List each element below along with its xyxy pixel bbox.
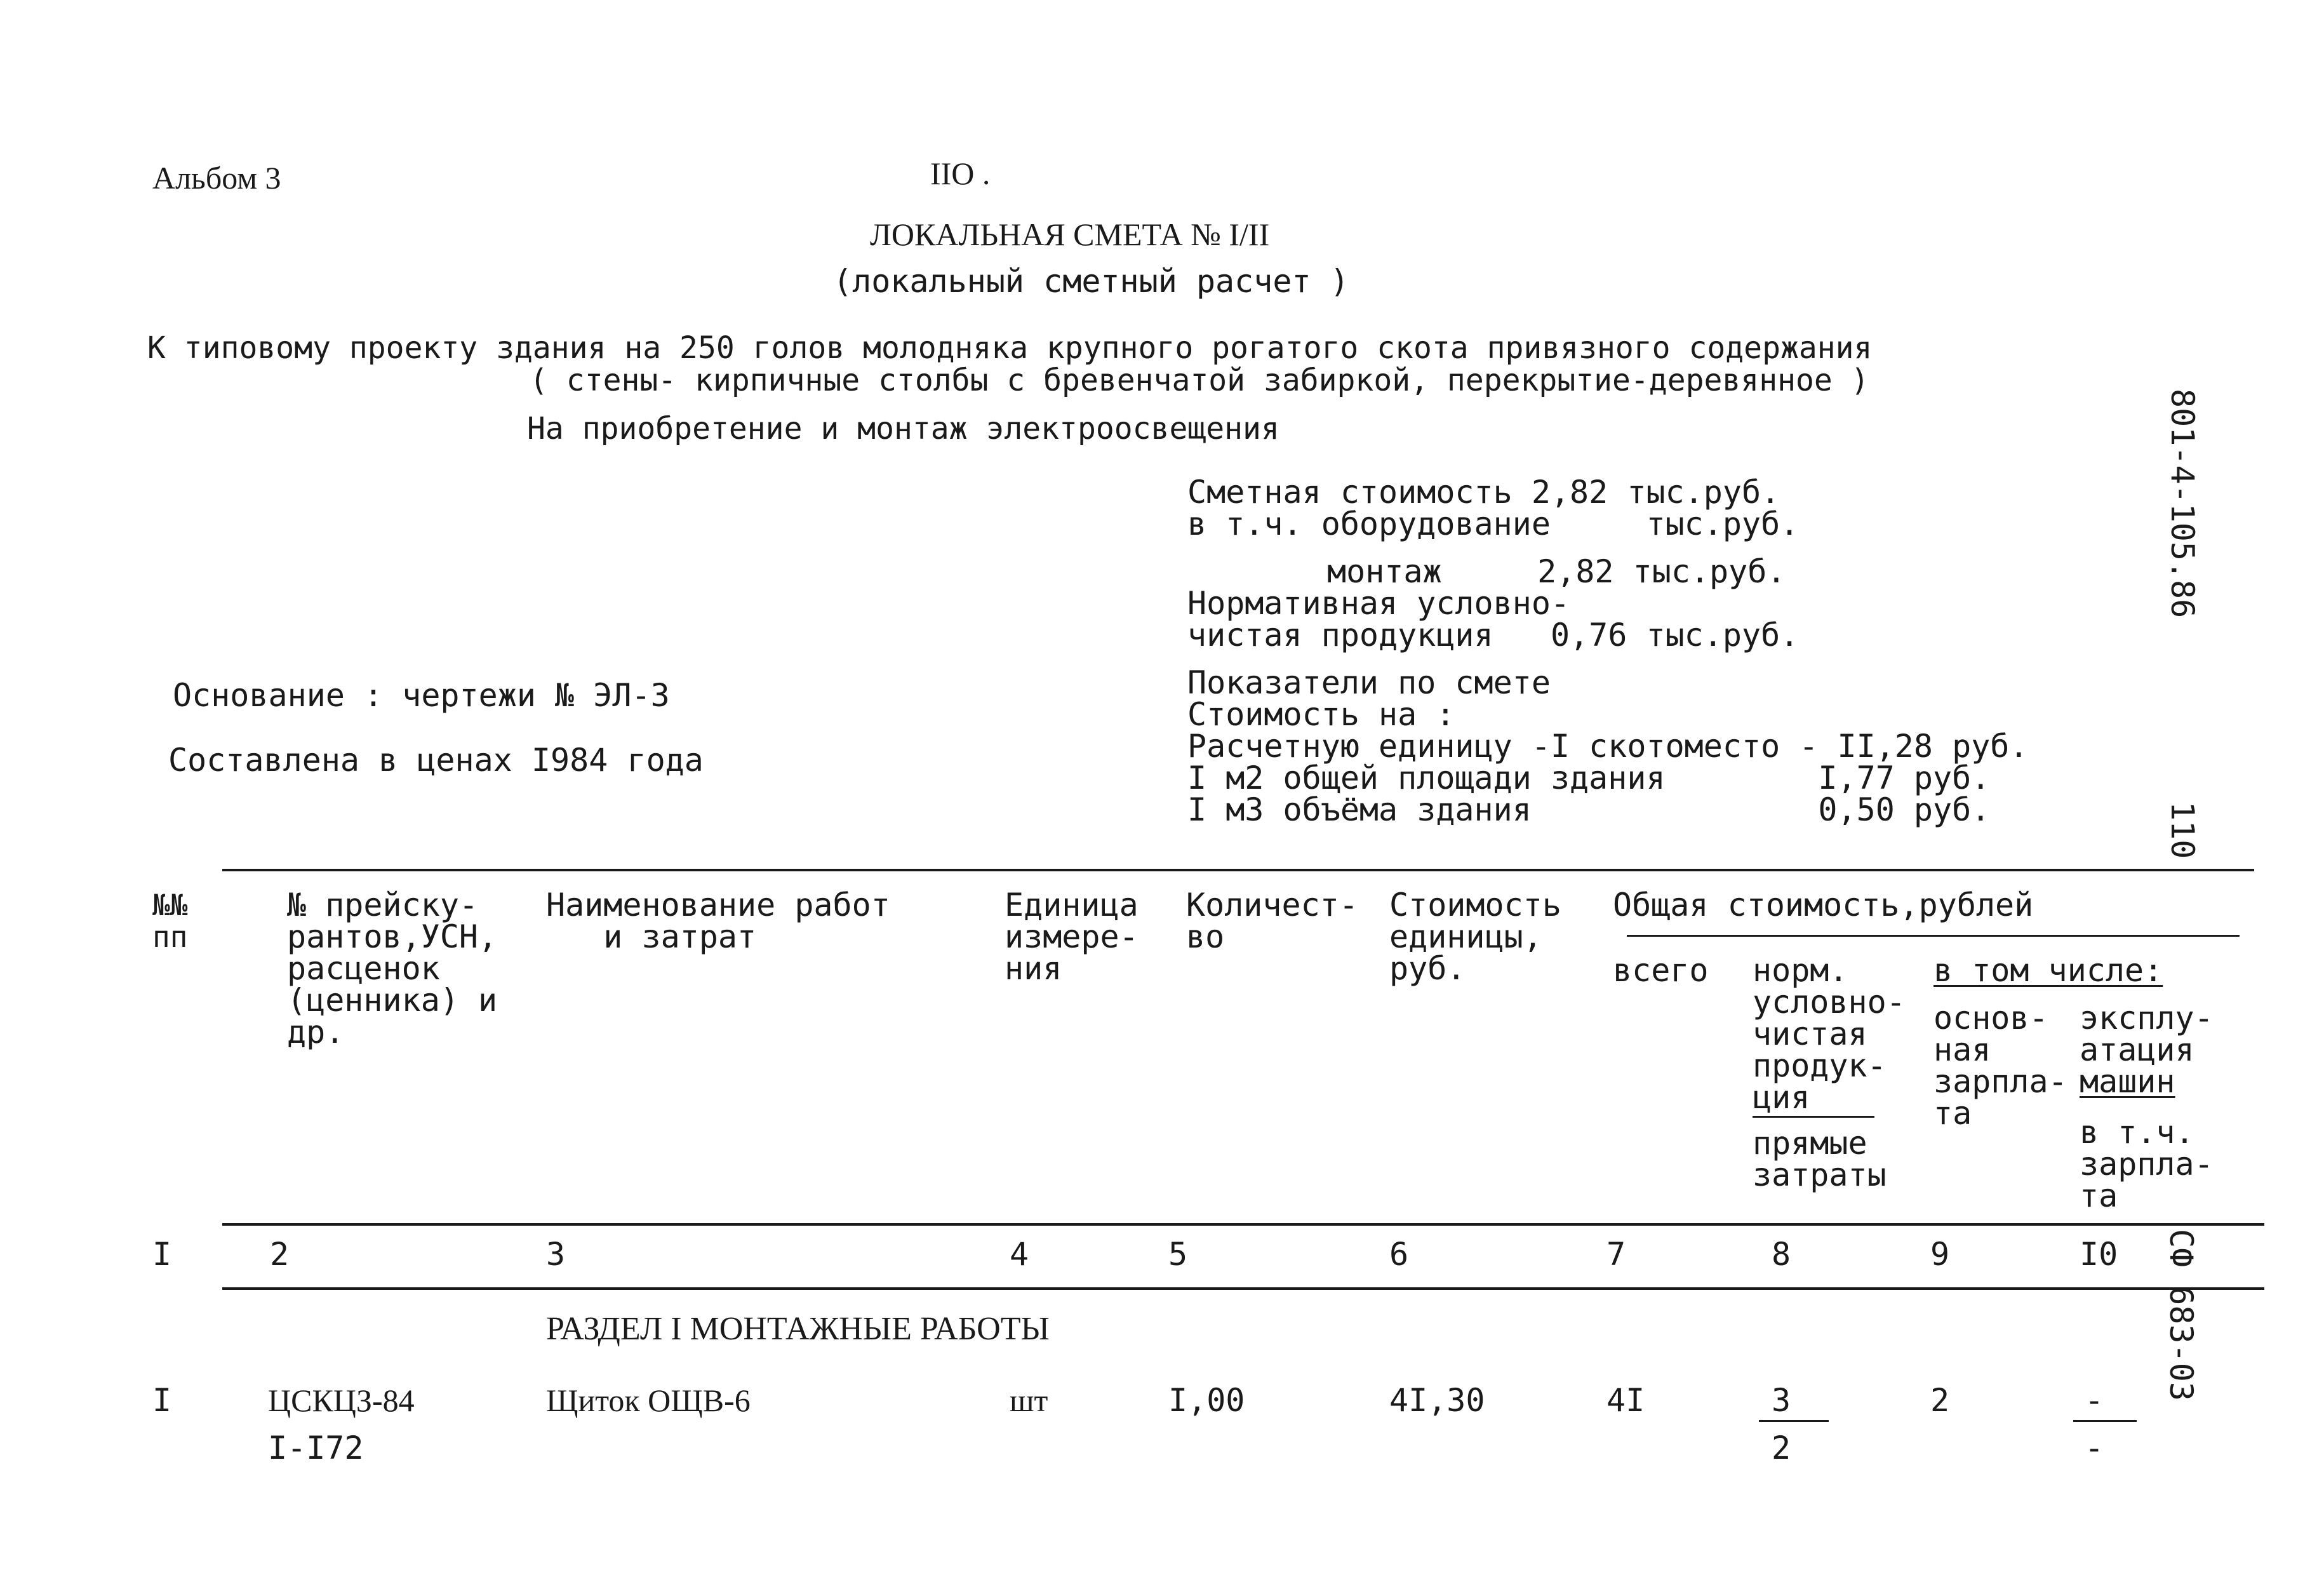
indicator-per-m3: I м3 объёма здания 0,50 руб.	[1187, 791, 1991, 828]
row-machines-rule	[2073, 1420, 2137, 1422]
row-code: ЦСКЦЗ-84	[268, 1383, 415, 1418]
row-unit: шт	[1010, 1383, 1048, 1418]
normative-product-label: Нормативная условно-	[1187, 585, 1570, 622]
column-number: 6	[1389, 1236, 1409, 1273]
header-total-group: Общая стоимость,рублей	[1613, 887, 2034, 923]
column-numbers-rule	[222, 1287, 2264, 1290]
table-top-rule	[222, 869, 2254, 871]
document-subtitle: (локальный сметный расчет )	[833, 263, 1349, 300]
header-bottom-rule	[222, 1223, 2264, 1226]
side-code-middle: 110	[2164, 801, 2201, 859]
header-norm-rule	[1753, 1116, 1874, 1118]
indicator-per-m2: I м2 общей площади здания I,77 руб.	[1187, 760, 1991, 796]
side-code-bottom: СФ 683-03	[2163, 1229, 2200, 1401]
column-number: 2	[270, 1236, 290, 1273]
row-machines-bottom: -	[2085, 1430, 2104, 1466]
estimated-cost: Сметная стоимость 2,82 тыс.руб.	[1187, 474, 1780, 511]
row-norm-rule	[1759, 1420, 1829, 1422]
column-number: I0	[2080, 1236, 2118, 1273]
basis-drawings: Основание : чертежи № ЭЛ-3	[173, 677, 670, 714]
header-total: всего	[1613, 952, 1709, 989]
column-number: 5	[1168, 1236, 1188, 1273]
indicators-title: Показатели по смете	[1187, 664, 1551, 701]
row-norm-top: 3	[1772, 1382, 1791, 1419]
project-description-line1: К типовому проекту здания на 250 голов молодняка крупного рогатого скота привязного содержания	[147, 330, 1873, 366]
indicators-cost-on: Стоимость на :	[1187, 696, 1455, 733]
page-number: IIO .	[930, 156, 991, 191]
column-number: 7	[1606, 1236, 1626, 1273]
equipment-cost: в т.ч. оборудование тыс.руб.	[1187, 506, 1800, 542]
side-code-top: 801-4-105.86	[2164, 389, 2201, 619]
row-machines-top: -	[2085, 1382, 2104, 1419]
header-group-rule	[1627, 935, 2240, 937]
row-name: Щиток ОЩВ-6	[546, 1383, 751, 1418]
row-total: 4I	[1606, 1382, 1645, 1419]
column-number: 4	[1010, 1236, 1029, 1273]
project-description-line2: ( стены- кирпичные столбы с бревенчатой забиркой, перекрытие-деревянное )	[530, 363, 1869, 398]
row-code-sub: I-I72	[268, 1430, 364, 1466]
column-number: 8	[1772, 1236, 1791, 1273]
row-num: I	[152, 1382, 172, 1419]
row-wages: 2	[1930, 1382, 1950, 1419]
column-number: I	[152, 1236, 172, 1273]
row-quantity: I,00	[1168, 1382, 1245, 1419]
column-number: 9	[1930, 1236, 1950, 1273]
indicator-per-unit: Расчетную единицу -I скотоместо - II,28 руб.	[1187, 728, 2029, 765]
basis-prices: Составлена в ценах I984 года	[168, 742, 704, 779]
normative-product-value: чистая продукция 0,76 тыс.руб.	[1187, 617, 1800, 653]
document-title: ЛОКАЛЬНАЯ СМЕТА № I/II	[870, 217, 1270, 252]
album-label: Альбом 3	[152, 160, 281, 196]
row-norm-bottom: 2	[1772, 1430, 1791, 1466]
header-including: в том числе:	[1933, 952, 2163, 989]
section-title: РАЗДЕЛ I МОНТАЖНЫЕ РАБОТЫ	[546, 1311, 1050, 1347]
column-number: 3	[546, 1236, 566, 1273]
row-unit-cost: 4I,30	[1389, 1382, 1485, 1419]
installation-cost: монтаж 2,82 тыс.руб.	[1327, 553, 1786, 590]
project-description-line3: На приобретение и монтаж электроосвещения	[527, 411, 1279, 446]
